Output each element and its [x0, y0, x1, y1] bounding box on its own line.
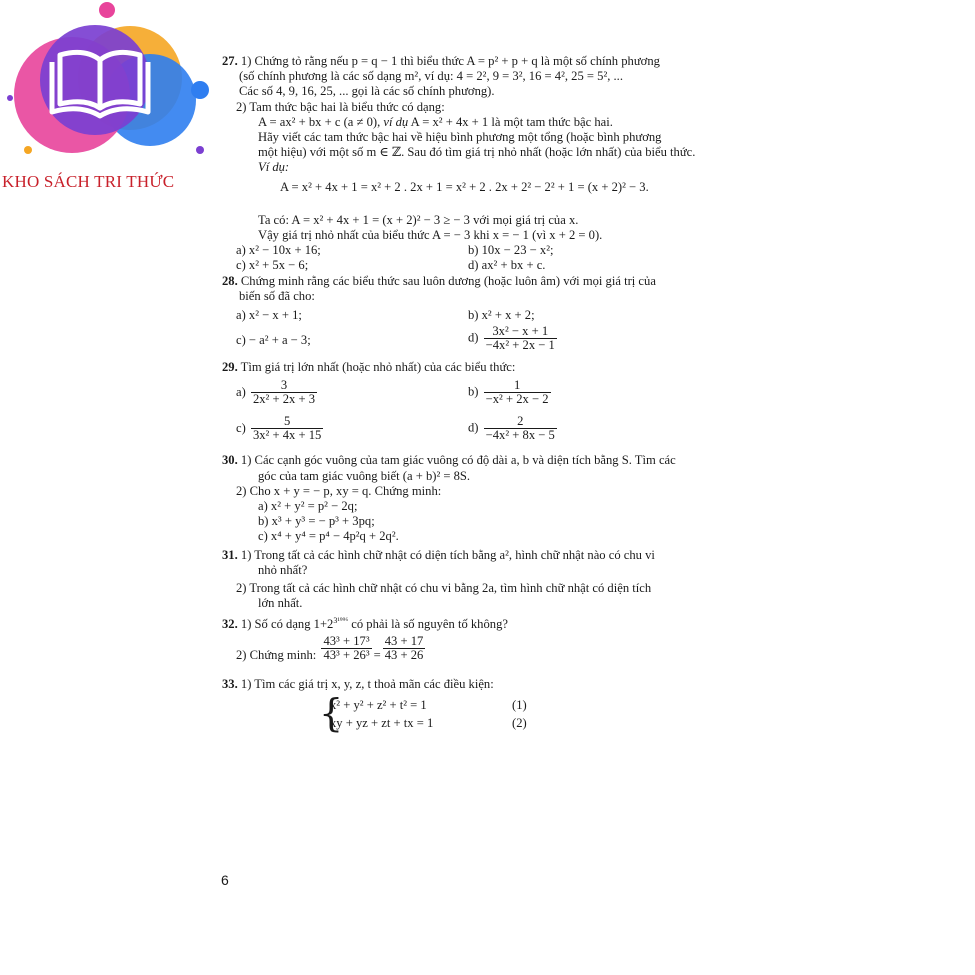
text-line: 2) Trong tất cả các hình chữ nhật có chu vi bằng 2a, tìm hình chữ nhật có diện tích	[236, 581, 652, 596]
denominator: 43³ + 26³	[323, 647, 370, 662]
text-span: 2) Chứng minh:	[236, 648, 317, 663]
problem-31-line	[222, 548, 770, 563]
problem-28-line	[222, 274, 770, 289]
numerator: 2	[484, 415, 557, 429]
text-line: 1) Trong tất cả các hình chữ nhật có diện tích bằng a², hình chữ nhật nào có chu vi	[237, 547, 655, 562]
exercise-item: c) x⁴ + y⁴ = p⁴ − 4p²q + 2q².	[258, 529, 399, 544]
equation-label: (1)	[512, 697, 527, 712]
text-line: biến số đã cho:	[239, 288, 315, 303]
text-line: Ta có: A = x² + 4x + 1 = (x + 2)² − 3 ≥ − 3 với mọi giá trị của x.	[258, 212, 579, 227]
numerator: 3x² − x + 1	[484, 325, 557, 339]
exercise-item: c) x² + 5x − 6;	[236, 258, 309, 273]
text-line: Các số 4, 9, 16, 25, ... gọi là các số chính phương).	[239, 84, 495, 99]
numerator: 43 + 17	[384, 633, 424, 648]
text-span: A = x² + 4x + 1 là một tam thức bậc hai.	[408, 114, 613, 129]
text-line: một hiệu) với một số m ∈ ℤ. Sau đó tìm giá trị nhỏ nhất (hoặc lớn nhất) của biểu thức.	[258, 145, 696, 160]
numerator: 5	[251, 415, 323, 429]
text-line	[222, 115, 770, 130]
denominator: 3x² + 4x + 15	[252, 428, 322, 443]
exercise-row	[222, 379, 770, 415]
equation-system	[222, 690, 770, 735]
fraction	[484, 379, 551, 406]
exercise-item: b) x³ + y³ = − p³ + 3pq;	[258, 514, 375, 529]
item-label: d)	[468, 330, 479, 345]
exercise-item: a) x² − x + 1;	[236, 308, 302, 323]
logo-purple-circle	[40, 25, 150, 135]
exercise-item: b) 10x − 23 − x²;	[468, 243, 554, 258]
text-line: Hãy viết các tam thức bậc hai về hiệu bình phương một tổng (hoặc bình phương	[258, 130, 662, 145]
fraction	[383, 635, 426, 662]
exercise-row	[222, 308, 770, 323]
text-line: 1) Chứng tỏ rằng nếu p = q − 1 thì biểu thức A = p² + p + q là một số chính phương	[237, 54, 660, 68]
numerator: 3	[251, 379, 317, 393]
equals-sign: =	[373, 648, 381, 663]
exercise-row	[222, 415, 770, 451]
exercise-row	[222, 258, 770, 273]
denominator: −4x² + 2x − 1	[485, 338, 555, 353]
text-line: lớn nhất.	[258, 596, 303, 611]
text-span: ví dụ	[383, 114, 409, 129]
exercise-item: a) x² − 10x + 16;	[236, 243, 321, 258]
text-line: Ví dụ:	[258, 160, 290, 175]
problem-number: 32.	[222, 617, 238, 632]
exercise-item: c) − a² + a − 3;	[236, 333, 311, 348]
problem-number: 31.	[222, 547, 238, 562]
fraction	[251, 415, 323, 442]
brand-name: KHO SÁCH TRI THỨC	[2, 172, 175, 191]
problem-number: 30.	[222, 453, 238, 468]
text-span: A = ax² + bx + c (a ≠ 0),	[258, 114, 384, 129]
proof-line	[222, 635, 770, 671]
denominator: −x² + 2x − 2	[485, 392, 549, 407]
exercise-row	[222, 243, 770, 258]
exercise-item	[468, 415, 559, 442]
exercise-item: a) x² + y² = p² − 2q;	[258, 499, 358, 514]
problem-27-line	[222, 54, 770, 69]
textbook-page	[222, 54, 770, 734]
logo-dot	[24, 146, 32, 154]
exercise-row	[222, 325, 770, 357]
exercise-item: b) x² + x + 2;	[468, 308, 535, 323]
exercise-item	[468, 379, 553, 406]
logo-dot	[99, 2, 115, 18]
equation: x² + y² + z² + t² = 1	[330, 697, 427, 712]
exercise-item: d) ax² + bx + c.	[468, 258, 546, 273]
text-span: có phải là số nguyên tố không?	[348, 617, 508, 632]
text-line: 2) Cho x + y = − p, xy = q. Chứng minh:	[236, 483, 442, 498]
exercise-item	[468, 325, 559, 352]
denominator: −4x² + 8x − 5	[485, 428, 555, 443]
text-span: 1) Số có dạng 1+2	[237, 617, 334, 632]
item-label: b)	[468, 384, 479, 399]
item-label: c)	[236, 420, 246, 435]
equation: xy + yz + zt + tx = 1	[330, 715, 434, 730]
formula-line: A = x² + 4x + 1 = x² + 2 . 2x + 1 = x² + 2 . 2x + 2² − 2² + 1 = (x + 2)² − 3.	[280, 179, 649, 194]
text-line: nhỏ nhất?	[258, 562, 308, 577]
logo-dot	[196, 146, 204, 154]
fraction	[484, 325, 557, 352]
exercise-item	[236, 378, 319, 407]
problem-30-line	[222, 453, 770, 468]
numerator: 1	[484, 379, 551, 393]
page-number: 6	[221, 872, 229, 888]
text-line: 1) Tìm các giá trị x, y, z, t thoả mãn các điều kiện:	[237, 676, 494, 691]
problem-32-line	[222, 617, 770, 632]
denominator: 43 + 26	[384, 647, 424, 662]
text-line: Chứng minh rằng các biểu thức sau luôn dương (hoặc luôn âm) với mọi giá trị của	[237, 273, 656, 288]
text-line: 1) Các cạnh góc vuông của tam giác vuông có độ dài a, b và diện tích bằng S. Tìm các	[237, 453, 676, 468]
denominator: 2x² + 2x + 3	[252, 392, 316, 407]
problem-number: 29.	[222, 360, 238, 375]
problem-number: 27.	[222, 54, 238, 68]
fraction	[251, 379, 317, 406]
problem-number: 33.	[222, 676, 238, 691]
equation-label: (2)	[512, 715, 527, 730]
item-label: a)	[236, 384, 246, 399]
brace-icon: {	[319, 690, 344, 735]
exercise-item	[236, 414, 325, 443]
logo-dot	[191, 81, 209, 99]
fraction	[484, 415, 557, 442]
text-line: góc của tam giác vuông biết (a + b)² = 8S.	[258, 468, 471, 483]
text-line: Tìm giá trị lớn nhất (hoặc nhỏ nhất) của các biểu thức:	[237, 360, 516, 375]
book-logo	[0, 0, 230, 200]
numerator: 43³ + 17³	[323, 633, 370, 648]
item-label: d)	[468, 420, 479, 435]
text-line: (số chính phương là các số dạng m², ví dụ: 4 = 2², 9 = 3², 16 = 4², 25 = 5², ...	[239, 69, 623, 84]
exponent: 3¹⁹⁹⁶	[333, 616, 349, 626]
text-line: 2) Tam thức bậc hai là biểu thức có dạng:	[236, 99, 445, 114]
fraction	[321, 635, 371, 662]
problem-33-line	[222, 677, 770, 692]
problem-29-line	[222, 360, 770, 375]
problem-number: 28.	[222, 273, 238, 288]
text-line: Vậy giá trị nhỏ nhất của biểu thức A = − 3 khi x = − 1 (vì x + 2 = 0).	[258, 228, 603, 243]
logo-dot	[7, 95, 13, 101]
